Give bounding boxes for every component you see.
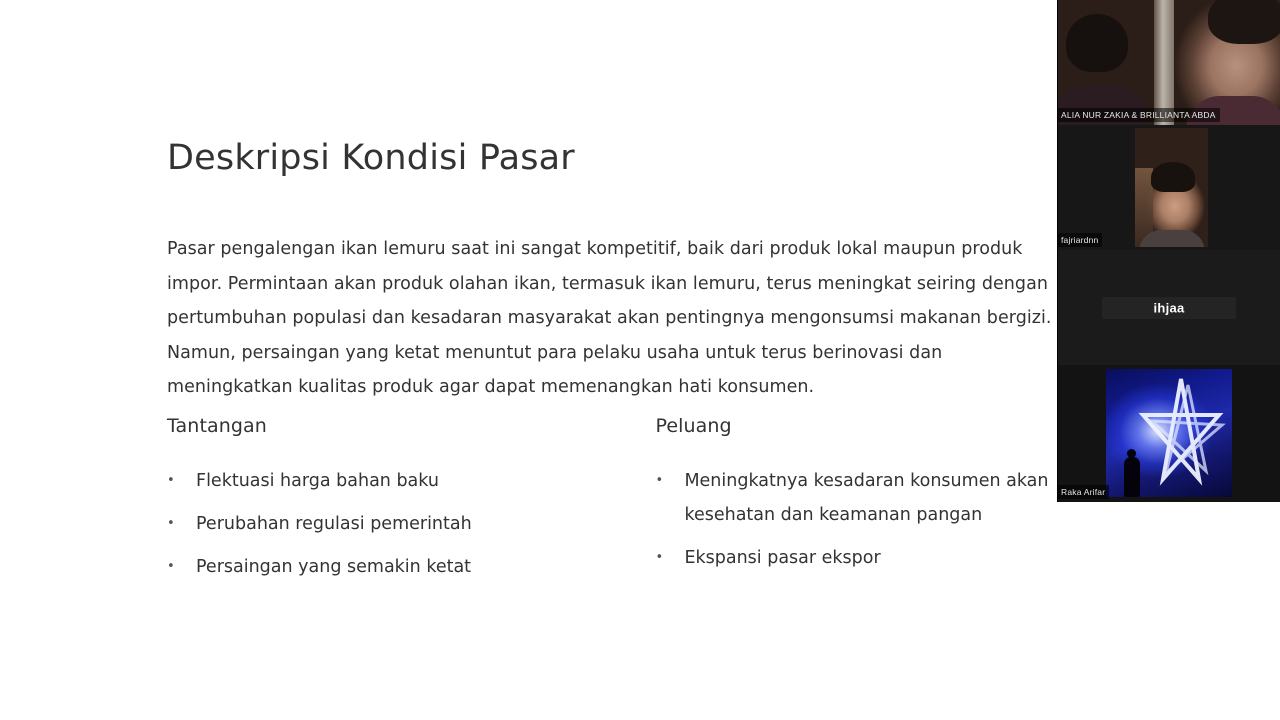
video-feed-detail	[1066, 14, 1128, 72]
video-feed-detail	[1208, 0, 1280, 44]
bullet-dot-icon: •	[167, 559, 175, 574]
list-item-label: Meningkatnya kesadaran konsumen akan kesehatan dan keamanan pangan	[684, 471, 1049, 525]
bullet-dot-icon: •	[167, 473, 175, 488]
video-feed-detail	[1124, 457, 1140, 497]
video-feed-detail	[1139, 230, 1205, 247]
participant-name-centered: ihjaa	[1153, 300, 1185, 315]
video-feed-detail	[1154, 0, 1174, 125]
list-item	[655, 541, 1087, 575]
participant-name-label: ALIA NUR ZAKIA & BRILLIANTA ABDA	[1058, 108, 1220, 122]
video-tile-participant-1[interactable]	[1058, 0, 1280, 125]
bullet-dot-icon: •	[167, 516, 175, 531]
star-shape-secondary-icon	[1136, 375, 1226, 487]
bullet-dot-icon: •	[655, 473, 664, 488]
video-participant-strip[interactable]	[1057, 0, 1280, 502]
bullet-list-tantangan	[167, 464, 655, 584]
bullet-list-peluang	[655, 464, 1087, 575]
slide-body-paragraph: Pasar pengalengan ikan lemuru saat ini sangat kompetitif, baik dari produk lokal maupun produk impor. Permintaan akan produk olahan ikan, termasuk ikan lemuru, terus meningkat seiring dengan pertumbuhan populasi dan kesadaran masyarakat akan pentingnya mengonsumsi makanan bergizi. Namun, persaingan yang ketat menuntut para pelaku usaha untuk terus berinovasi dan meningkatkan kualitas produk agar dapat memenangkan hati konsumen.	[167, 239, 1052, 397]
list-item-label: Persaingan yang semakin ketat	[196, 557, 472, 577]
participant-name-label: fajriardnn	[1058, 233, 1102, 247]
list-item	[167, 550, 655, 584]
video-tile-participant-4[interactable]	[1058, 365, 1280, 502]
bullet-dot-icon: •	[655, 550, 664, 565]
video-feed	[1106, 369, 1232, 497]
page-title: Deskripsi Kondisi Pasar	[167, 138, 575, 178]
video-feed-detail	[1151, 162, 1195, 192]
list-item	[655, 464, 1087, 532]
column-heading-tantangan: Tantangan	[167, 415, 267, 437]
slide-columns	[167, 412, 1087, 593]
participant-name-label: Raka Arifar	[1058, 485, 1109, 499]
column-peluang	[655, 412, 1087, 593]
list-item-label: Ekspansi pasar ekspor	[684, 548, 881, 568]
list-item	[167, 464, 655, 498]
column-tantangan	[167, 412, 655, 593]
list-item-label: Perubahan regulasi pemerintah	[196, 514, 472, 534]
video-tile-participant-2[interactable]	[1058, 125, 1280, 250]
list-item	[167, 507, 655, 541]
column-heading-peluang: Peluang	[655, 415, 732, 437]
list-item-label: Flektuasi harga bahan baku	[196, 471, 439, 491]
video-feed	[1135, 128, 1208, 247]
video-tile-participant-3[interactable]	[1058, 250, 1280, 365]
